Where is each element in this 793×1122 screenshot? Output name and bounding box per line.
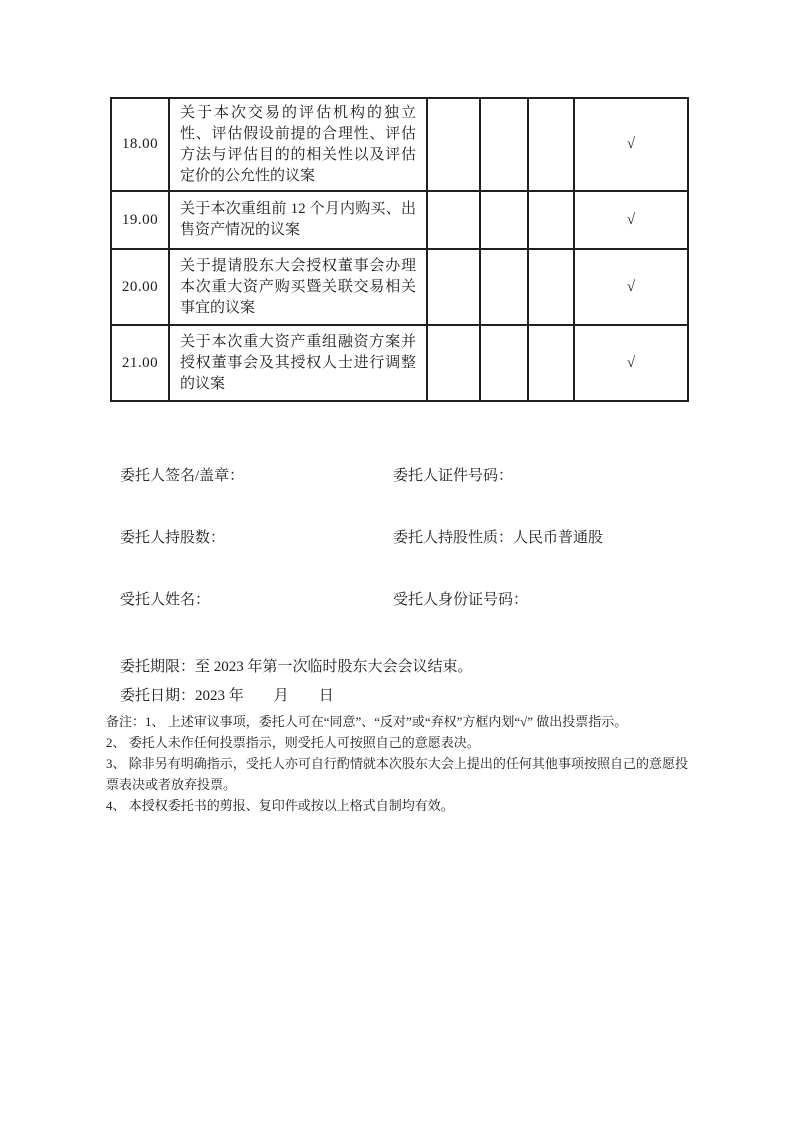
table-row-21	[111, 325, 688, 401]
proposal-number: 18.00	[111, 98, 169, 191]
proposal-number: 20.00	[111, 249, 169, 325]
vote-box-cell	[427, 98, 480, 191]
vote-checkmark: √	[574, 98, 688, 191]
note-line-4: 4、 本授权委托书的剪报、复印件或按以上格式自制均有效。	[106, 798, 454, 813]
vote-box-cell	[528, 249, 574, 325]
proxy-id-number-label: 受托人身份证号码：	[393, 592, 529, 608]
proposal-text: 关于本次重组前 12 个月内购买、出售资产情况的议案	[169, 191, 427, 249]
vote-box-cell	[528, 325, 574, 401]
proxy-name-label: 受托人姓名：	[120, 592, 211, 608]
note-line-2: 2、 委托人未作任何投票指示，则受托人可按照自己的意愿表决。	[106, 735, 480, 750]
notes-block	[106, 711, 688, 816]
proposal-text: 关于本次重大资产重组融资方案并授权董事会及其授权人士进行调整的议案	[169, 325, 427, 401]
principal-signature-label: 委托人签名/盖章：	[120, 468, 245, 484]
vote-box-cell	[480, 191, 528, 249]
proxy-date-line: 委托日期：2023 年 月 日	[120, 688, 334, 704]
proposal-number: 19.00	[111, 191, 169, 249]
vote-checkmark: √	[574, 191, 688, 249]
vote-box-cell	[480, 249, 528, 325]
table-row-20	[111, 249, 688, 325]
proposal-text: 关于本次交易的评估机构的独立性、评估假设前提的合理性、评估方法与评估目的的相关性以及评估定价的公允性的议案	[169, 98, 427, 191]
note-line-3: 3、 除非另有明确指示，受托人亦可自行酌情就本次股东大会上提出的任何其他事项按照自己的意愿投票表决或者放弃投票。	[106, 756, 688, 792]
vote-box-cell	[427, 249, 480, 325]
vote-box-cell	[528, 191, 574, 249]
proposal-text: 关于提请股东大会授权董事会办理本次重大资产购买暨关联交易相关事宜的议案	[169, 249, 427, 325]
table-row-18	[111, 98, 688, 191]
principal-share-count-label: 委托人持股数：	[120, 530, 226, 546]
table-row-19	[111, 191, 688, 249]
vote-box-cell	[427, 191, 480, 249]
proposal-vote-table	[110, 97, 689, 402]
vote-box-cell	[528, 98, 574, 191]
principal-share-type-label: 委托人持股性质：人民币普通股	[393, 530, 604, 546]
principal-id-number-label: 委托人证件号码：	[393, 468, 514, 484]
vote-box-cell	[480, 325, 528, 401]
proposal-number: 21.00	[111, 325, 169, 401]
vote-checkmark: √	[574, 325, 688, 401]
vote-box-cell	[480, 98, 528, 191]
vote-checkmark: √	[574, 249, 688, 325]
note-line-1: 备注：1、 上述审议事项，委托人可在“同意”、“反对”或“弃权”方框内划“√” 做出投票指示。	[106, 714, 628, 729]
vote-box-cell	[427, 325, 480, 401]
proxy-duration-line: 委托期限：至 2023 年第一次临时股东大会会议结束。	[120, 659, 473, 675]
